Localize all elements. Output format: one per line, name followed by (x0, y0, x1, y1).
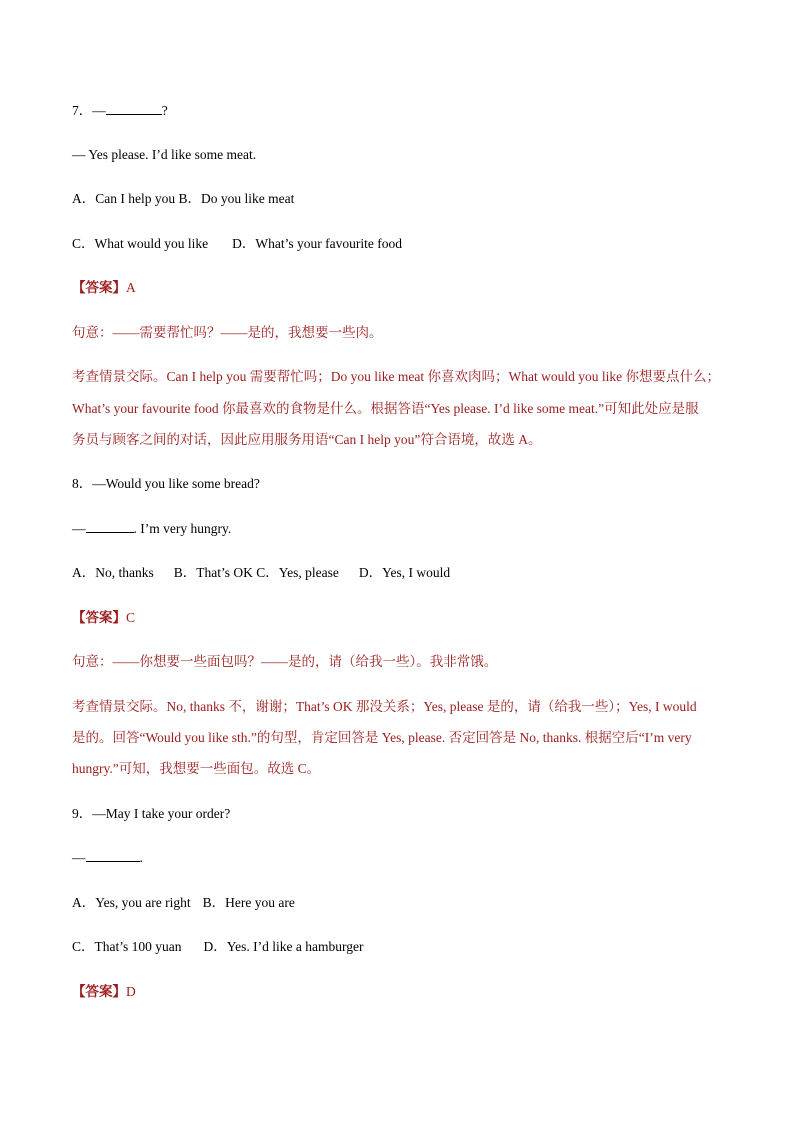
q7-blank (106, 101, 162, 115)
q7-option-b: B．Do you like meat (178, 191, 295, 206)
q7-reply: — Yes please. I’d like some meat. (72, 147, 257, 162)
q9-answer-value: D (126, 984, 136, 999)
q8-answer-label: 【答案】 (72, 610, 126, 625)
q7-option-a: A．Can I help you (72, 191, 176, 206)
q9-reply (72, 848, 143, 868)
q9-answer-label: 【答案】 (72, 984, 126, 999)
q7-explanation-line3: 务员与顾客之间的对话，因此应用服务用语“Can I help you”符合语境，故选 A。 (72, 432, 542, 447)
q8-explanation-line2: 是的。回答“Would you like sth.”的句型，肯定回答是 Yes, please. 否定回答是 No, thanks. 根据空后“I’m very (72, 730, 692, 745)
q8-meaning: 句意：——你想要一些面包吗？——是的，请（给我一些）。我非常饿。 (72, 654, 498, 669)
q8-number: 8． (72, 476, 93, 491)
q9-blank (86, 848, 140, 862)
q8-reply-prefix: — (72, 521, 86, 536)
q9-reply-suffix: . (139, 850, 143, 865)
q8-stem (72, 474, 260, 494)
q9-stem (72, 804, 230, 824)
q7-number: 7． (72, 103, 93, 118)
q7-answer-value: A (126, 280, 136, 295)
q7-stem-suffix: ? (161, 103, 168, 118)
q9-number: 9． (72, 806, 93, 821)
q7-explanation-line2: What’s your favourite food 你最喜欢的食物是什么。根据答语“Yes please. I’d like some meat.”可知此处应是服 (72, 401, 699, 416)
q8-answer (72, 608, 135, 628)
q9-reply-prefix: — (72, 850, 86, 865)
q8-answer-value: C (126, 610, 136, 625)
q7-option-c: C．What would you like (72, 236, 209, 251)
q7-stem (72, 101, 168, 121)
q7-options-row2 (72, 234, 402, 254)
q7-answer-label: 【答案】 (72, 280, 126, 295)
q9-options-row1 (72, 893, 295, 913)
q8-option-b: B．That’s OK (173, 565, 253, 580)
q7-answer (72, 278, 136, 298)
q8-explanation-line1: 考查情景交际。No, thanks 不，谢谢；That’s OK 那没关系；Yes, please 是的，请（给我一些）；Yes, I would (72, 699, 697, 714)
q8-option-a: A．No, thanks (72, 565, 154, 580)
q8-options (72, 563, 450, 583)
q8-reply-suffix: . I’m very hungry. (133, 521, 232, 536)
q8-option-c: C．Yes, please (256, 565, 339, 580)
q7-meaning: 句意：——需要帮忙吗？——是的，我想要一些肉。 (72, 325, 383, 340)
q7-options-row1 (72, 189, 294, 209)
q8-explanation-line3: hungry.”可知，我想要一些面包。故选 C。 (72, 761, 321, 776)
q7-stem-prefix: — (92, 103, 106, 118)
q9-option-b: B．Here you are (202, 895, 295, 910)
q9-stem-text: —May I take your order? (92, 806, 231, 821)
q7-option-d: D．What’s your favourite food (232, 236, 402, 251)
q8-blank (86, 519, 134, 533)
q9-option-a: A．Yes, you are right (72, 895, 191, 910)
q9-options-row2 (72, 937, 363, 957)
q9-option-d: D．Yes. I’d like a hamburger (203, 939, 364, 954)
q9-option-c: C．That’s 100 yuan (72, 939, 182, 954)
q8-option-d: D．Yes, I would (358, 565, 451, 580)
q9-answer (72, 982, 136, 1002)
q8-reply (72, 519, 231, 539)
q8-stem-text: —Would you like some bread? (92, 476, 260, 491)
q7-explanation-line1: 考查情景交际。Can I help you 需要帮忙吗；Do you like meat 你喜欢肉吗；What would you like 你想要点什么； (72, 369, 720, 384)
